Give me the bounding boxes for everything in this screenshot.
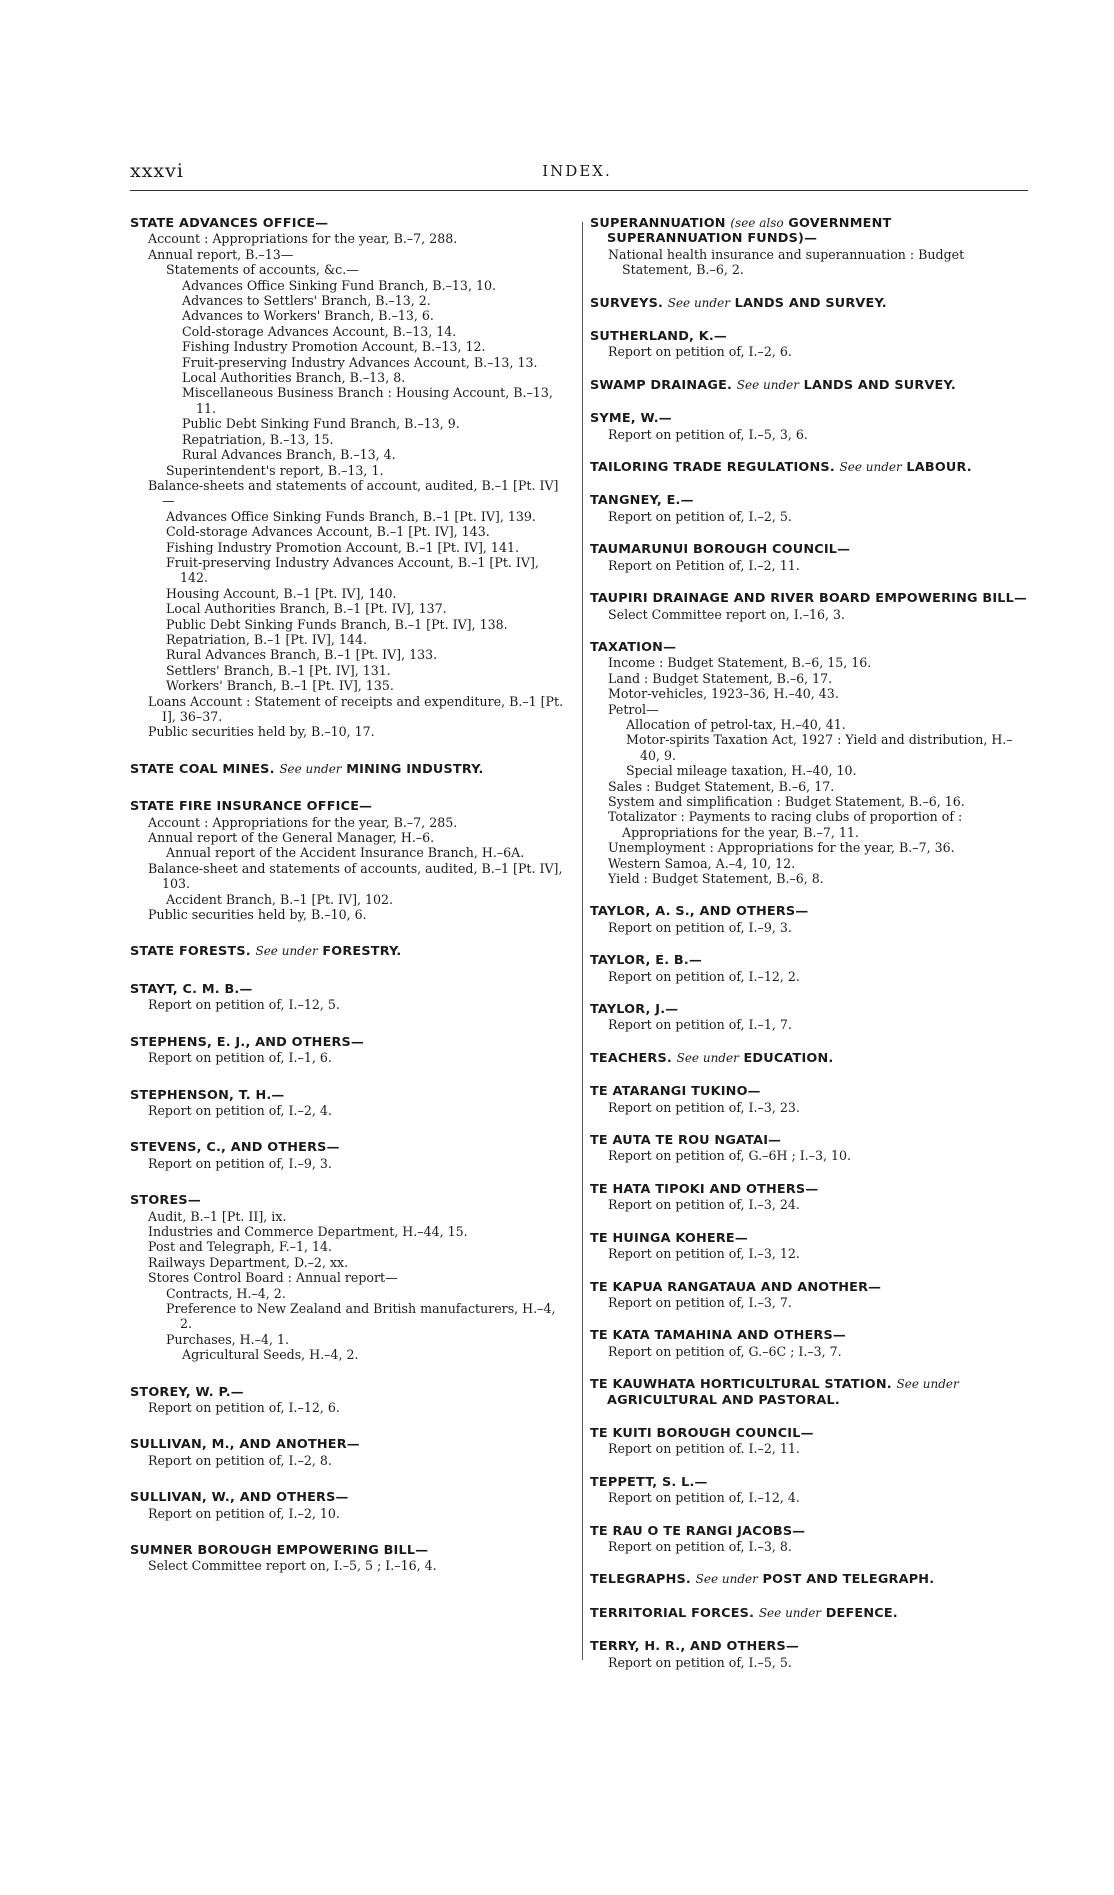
subentry: Annual report, B.–13— (148, 246, 294, 262)
heading-text: STOREY, W. P.— (130, 1384, 244, 1400)
heading-text: TE AUTA TE ROU NGATAI— (590, 1133, 782, 1149)
entry-heading (590, 1280, 1028, 1295)
subentry: Cold-storage Advances Account, B.–1 [Pt. IV], 143. (166, 524, 490, 540)
subentry: Public Debt Sinking Funds Branch, B.–1 [Pt. IV], 138. (166, 616, 508, 632)
subentry: Report on petition of. I.–2, 11. (608, 1441, 800, 1457)
cross-reference-note: See under (667, 295, 730, 310)
subentry: Western Samoa, A.–4, 10, 12. (608, 855, 796, 871)
index-entry (590, 1606, 1028, 1621)
entry-heading (130, 1543, 570, 1558)
heading-text: TAXATION— (590, 639, 677, 655)
index-entry (590, 460, 1028, 475)
subentry: Report on petition of, G.–6H ; I.–3, 10. (608, 1148, 852, 1164)
index-entry (590, 493, 1028, 524)
header-rule (130, 190, 1028, 191)
entry-heading (130, 1193, 570, 1208)
subentry: Report on petition of, I.–2, 5. (608, 508, 792, 524)
heading-text: TERRITORIAL FORCES. (590, 1605, 755, 1621)
subentry: Workers' Branch, B.–1 [Pt. IV], 135. (166, 678, 394, 694)
subentry: Report on petition of, I.–9, 3. (608, 919, 792, 935)
subentry: Fishing Industry Promotion Account, B.–13, 12. (182, 339, 486, 355)
subentry: Repatriation, B.–1 [Pt. IV], 144. (166, 631, 367, 647)
subentry: Annual report of the Accident Insurance Branch, H.–6A. (166, 845, 525, 861)
heading-text: STATE FORESTS. (130, 944, 251, 960)
entry-heading (130, 944, 570, 959)
entry-heading (590, 1002, 1028, 1017)
heading-text: STEPHENSON, T. H.— (130, 1087, 285, 1103)
index-entry (130, 799, 570, 922)
subentry: Unemployment : Appropriations for the year, B.–7, 36. (608, 840, 955, 856)
subentry: Report on petition of, I.–12, 5. (148, 997, 340, 1013)
index-entry (590, 591, 1028, 622)
entry-heading (590, 1084, 1028, 1099)
cross-reference-target: POST AND TELEGRAPH. (762, 1572, 935, 1588)
subentry: Report on petition of, I.–12, 2. (608, 968, 800, 984)
cross-reference-target: GOVERNMENT SUPERANNUATION FUNDS)— (607, 216, 892, 247)
index-entry (590, 296, 1028, 311)
heading-text: TE HUINGA KOHERE— (590, 1230, 748, 1246)
cross-reference-target: LABOUR. (906, 460, 972, 476)
index-entry (590, 1572, 1028, 1587)
subentry: Allocation of petrol-tax, H.–40, 41. (626, 716, 846, 732)
cross-reference-note: See under (255, 944, 318, 959)
entry-heading (590, 1475, 1028, 1490)
entry-heading (590, 1572, 1028, 1587)
heading-text: STATE ADVANCES OFFICE— (130, 216, 329, 231)
index-entry (130, 1088, 570, 1119)
heading-text: STORES— (130, 1193, 201, 1209)
subentry: Public securities held by, B.–10, 6. (148, 907, 367, 923)
subentry: Account : Appropriations for the year, B.–7, 285. (148, 814, 458, 830)
heading-text: SUMNER BOROUGH EMPOWERING BILL— (130, 1543, 429, 1559)
index-entry (590, 1002, 1028, 1033)
entry-heading (590, 460, 1028, 475)
heading-text: TELEGRAPHS. (590, 1572, 691, 1588)
index-entry (130, 1193, 570, 1362)
index-entry (130, 944, 570, 959)
heading-text: STATE COAL MINES. (130, 761, 275, 777)
subentry: Audit, B.–1 [Pt. II], ix. (148, 1208, 287, 1224)
index-entry (130, 982, 570, 1013)
entry-heading (590, 1524, 1028, 1539)
subentry: Housing Account, B.–1 [Pt. IV], 140. (166, 585, 397, 601)
entry-heading (590, 1328, 1028, 1343)
subentry: Advances Office Sinking Fund Branch, B.–13, 10. (182, 277, 496, 293)
subentry: Statements of accounts, &c.— (166, 262, 359, 278)
heading-text: STATE FIRE INSURANCE OFFICE— (130, 799, 373, 815)
index-entry (590, 1084, 1028, 1115)
column-divider (582, 222, 583, 1660)
heading-text: SULLIVAN, M., AND ANOTHER— (130, 1437, 360, 1453)
heading-text: SURVEYS. (590, 295, 664, 311)
index-column-left (130, 216, 570, 1574)
subentry: Report on petition of, I.–12, 4. (608, 1490, 800, 1506)
heading-text: TAYLOR, E. B.— (590, 953, 702, 969)
entry-heading (130, 1035, 570, 1050)
entry-heading (130, 762, 570, 777)
heading-text: TERRY, H. R., AND OTHERS— (590, 1639, 799, 1655)
subentry: Special mileage taxation, H.–40, 10. (626, 763, 857, 779)
heading-text: TE RAU O TE RANGI JACOBS— (590, 1523, 806, 1539)
subentry: Report on petition of, I.–1, 6. (148, 1050, 332, 1066)
subentry: Motor-vehicles, 1923–36, H.–40, 43. (608, 686, 839, 702)
subentry: Select Committee report on, I.–16, 3. (608, 606, 846, 622)
index-entry (130, 1543, 570, 1574)
subentry: Balance-sheet and statements of accounts, audited, B.–1 [Pt. IV], 103. (148, 860, 563, 892)
subentry: Report on petition of, I.–5, 3, 6. (608, 426, 808, 442)
subentry: Rural Advances Branch, B.–13, 4. (182, 447, 396, 463)
page-header (128, 160, 1026, 188)
index-entry (590, 1426, 1028, 1457)
index-entry (590, 1639, 1028, 1670)
index-entry (590, 1377, 1028, 1408)
entry-heading (130, 1437, 570, 1452)
heading-text: STEVENS, C., AND OTHERS— (130, 1140, 340, 1156)
cross-reference-note: See under (758, 1605, 822, 1620)
subentry: Post and Telegraph, F.–1, 14. (148, 1239, 333, 1255)
subentry: Advances to Workers' Branch, B.–13, 6. (182, 308, 434, 324)
subentry: Balance-sheets and statements of account, audited, B.–1 [Pt. IV]— (148, 477, 559, 509)
subentry: Agricultural Seeds, H.–4, 2. (182, 1347, 359, 1363)
subentry: Report on petition of, I.–3, 23. (608, 1099, 800, 1115)
subentry: Fruit-preserving Industry Advances Account, B.–1 [Pt. IV], 142. (166, 554, 539, 586)
entry-heading (590, 411, 1028, 426)
heading-text: STAYT, C. M. B.— (130, 981, 253, 997)
entry-heading (590, 378, 1028, 393)
index-entry (590, 378, 1028, 393)
subentry: Public Debt Sinking Fund Branch, B.–13, 9. (182, 416, 460, 432)
subentry: System and simplification : Budget Statement, B.–6, 16. (608, 793, 965, 809)
heading-text: SWAMP DRAINAGE. (590, 377, 733, 393)
entry-heading (590, 1051, 1028, 1066)
subentry: Report on petition of, I.–1, 7. (608, 1017, 792, 1033)
index-entry (590, 1051, 1028, 1066)
subentry: Sales : Budget Statement, B.–6, 17. (608, 778, 835, 794)
heading-text: STEPHENS, E. J., AND OTHERS— (130, 1034, 364, 1050)
cross-reference-note: See under (676, 1050, 739, 1065)
entry-heading (590, 1182, 1028, 1197)
subentry: Report on petition of, I.–2, 10. (148, 1505, 340, 1521)
entry-heading (590, 953, 1028, 968)
index-entry (590, 542, 1028, 573)
index-entry (590, 904, 1028, 935)
subentry: Yield : Budget Statement, B.–6, 8. (608, 871, 824, 886)
heading-text: TE KATA TAMAHINA AND OTHERS— (590, 1328, 846, 1344)
subentry: Report on petition of, I.–2, 6. (608, 344, 792, 360)
subentry: Railways Department, D.–2, xx. (148, 1254, 349, 1270)
heading-text: TEACHERS. (590, 1050, 672, 1066)
subentry: Account : Appropriations for the year, B.–7, 288. (148, 231, 458, 247)
cross-reference-note: (see also (730, 216, 784, 230)
subentry: Repatriation, B.–13, 15. (182, 431, 334, 447)
subentry: Local Authorities Branch, B.–13, 8. (182, 370, 406, 386)
heading-text: TEPPETT, S. L.— (590, 1474, 708, 1490)
heading-text: TE HATA TIPOKI AND OTHERS— (590, 1181, 819, 1197)
entry-heading (130, 216, 570, 231)
subentry: Accident Branch, B.–1 [Pt. IV], 102. (166, 891, 394, 907)
entry-heading (590, 904, 1028, 919)
index-entry (130, 216, 570, 740)
entry-heading (590, 640, 1028, 655)
index-entry (590, 1133, 1028, 1164)
subentry: Preference to New Zealand and British manufacturers, H.–4, 2. (166, 1300, 556, 1332)
index-entry (590, 1328, 1028, 1359)
subentry: Report on petition of, I.–3, 8. (608, 1538, 792, 1554)
entry-heading (590, 542, 1028, 557)
heading-text: TAILORING TRADE REGULATIONS. (590, 460, 835, 476)
subentry: Industries and Commerce Department, H.–44, 15. (148, 1223, 468, 1239)
index-entry (590, 1231, 1028, 1262)
index-entry (590, 1280, 1028, 1311)
cross-reference-target: EDUCATION. (743, 1050, 834, 1066)
entry-heading (130, 1140, 570, 1155)
page-title: INDEX. (542, 162, 612, 180)
heading-text: TE ATARANGI TUKINO— (590, 1084, 761, 1100)
index-entry (130, 762, 570, 777)
subentry: Superintendent's report, B.–13, 1. (166, 462, 384, 478)
heading-text: TE KUITI BOROUGH COUNCIL— (590, 1425, 814, 1441)
subentry: Land : Budget Statement, B.–6, 17. (608, 670, 833, 686)
subentry: Totalizator : Payments to racing clubs of proportion of : Appropriations for the year, B.–7, 11. (608, 809, 963, 840)
index-entry (590, 1475, 1028, 1506)
index-entry (130, 1035, 570, 1066)
subentry: Report on petition of, I.–2, 8. (148, 1452, 332, 1468)
index-entry (590, 1524, 1028, 1555)
subentry: Report on Petition of, I.–2, 11. (608, 557, 800, 573)
index-entry (590, 329, 1028, 360)
heading-text: SUTHERLAND, K.— (590, 329, 727, 345)
subentry: Public securities held by, B.–10, 17. (148, 724, 375, 740)
cross-reference-target: DEFENCE. (825, 1605, 898, 1621)
cross-reference-target: MINING INDUSTRY. (346, 761, 484, 777)
entry-heading (590, 329, 1028, 344)
entry-heading (590, 216, 1028, 247)
index-entry (590, 411, 1028, 442)
index-entry (590, 953, 1028, 984)
subentry: Report on petition of, I.–5, 5. (608, 1654, 792, 1670)
entry-heading (130, 982, 570, 997)
subentry: Select Committee report on, I.–5, 5 ; I.–16, 4. (148, 1558, 437, 1574)
index-entry (130, 1490, 570, 1521)
subentry: Fruit-preserving Industry Advances Account, B.–13, 13. (182, 354, 538, 370)
subentry: Report on petition of, I.–12, 6. (148, 1400, 340, 1415)
heading-text: SULLIVAN, W., AND OTHERS— (130, 1490, 349, 1506)
heading-text: SUPERANNUATION (590, 216, 726, 231)
heading-text: TE KAUWHATA HORTICULTURAL STATION. (590, 1377, 892, 1393)
cross-reference-target: AGRICULTURAL AND PASTORAL. (607, 1392, 840, 1408)
cross-reference-target: LANDS AND SURVEY. (803, 377, 956, 393)
heading-text: TE KAPUA RANGATAUA AND ANOTHER— (590, 1279, 882, 1295)
entry-heading (590, 1639, 1028, 1654)
index-entry (130, 1437, 570, 1468)
index-entry (590, 216, 1028, 278)
page-number: xxxvi (130, 160, 184, 182)
entry-heading (130, 1490, 570, 1505)
entry-heading (130, 1088, 570, 1103)
heading-text: TAUMARUNUI BOROUGH COUNCIL— (590, 542, 851, 558)
subentry: Advances Office Sinking Funds Branch, B.–1 [Pt. IV], 139. (166, 508, 536, 524)
cross-reference-note: See under (279, 761, 342, 776)
subentry: Cold-storage Advances Account, B.–13, 14. (182, 323, 457, 339)
entry-heading (590, 493, 1028, 508)
subentry: Fishing Industry Promotion Account, B.–1 [Pt. IV], 141. (166, 539, 519, 555)
heading-text: TAYLOR, A. S., AND OTHERS— (590, 904, 809, 920)
entry-heading (590, 1426, 1028, 1441)
subentry: Report on petition of, I.–3, 7. (608, 1294, 792, 1310)
entry-heading (130, 1385, 570, 1400)
subentry: Purchases, H.–4, 1. (166, 1331, 289, 1347)
subentry: Advances to Settlers' Branch, B.–13, 2. (182, 293, 431, 309)
subentry: Annual report of the General Manager, H.–6. (148, 830, 435, 846)
subentry: Report on petition of, I.–3, 12. (608, 1246, 800, 1262)
index-column-right (590, 216, 1028, 1670)
heading-text: TANGNEY, E.— (590, 493, 694, 509)
subentry: Report on petition of, I.–2, 4. (148, 1102, 332, 1118)
entry-heading (590, 296, 1028, 311)
subentry: Local Authorities Branch, B.–1 [Pt. IV], 137. (166, 601, 447, 617)
subentry: Stores Control Board : Annual report— (148, 1270, 398, 1286)
subentry: Loans Account : Statement of receipts and expenditure, B.–1 [Pt. I], 36–37. (148, 693, 564, 724)
subentry: Report on petition of, G.–6C ; I.–3, 7. (608, 1343, 842, 1359)
index-entry (130, 1140, 570, 1171)
entry-heading (590, 1377, 1028, 1408)
index-entry (130, 1385, 570, 1416)
subentry: Income : Budget Statement, B.–6, 15, 16. (608, 655, 872, 671)
cross-reference-note: See under (896, 1377, 959, 1392)
subentry: Report on petition of, I.–3, 24. (608, 1197, 800, 1213)
subentry: Rural Advances Branch, B.–1 [Pt. IV], 133. (166, 647, 438, 663)
index-entry (590, 1182, 1028, 1213)
entry-heading (590, 1606, 1028, 1621)
subentry: Miscellaneous Business Branch : Housing Account, B.–13, 11. (182, 385, 553, 416)
entry-heading (590, 591, 1028, 606)
cross-reference-target: LANDS AND SURVEY. (734, 295, 887, 311)
cross-reference-note: See under (839, 460, 902, 475)
subentry: Motor-spirits Taxation Act, 1927 : Yield and distribution, H.–40, 9. (626, 732, 1013, 763)
subentry: Report on petition of, I.–9, 3. (148, 1155, 332, 1171)
entry-heading (590, 1231, 1028, 1246)
cross-reference-note: See under (695, 1572, 758, 1587)
cross-reference-target: FORESTRY. (322, 944, 402, 960)
entry-heading (130, 799, 570, 814)
entry-heading (590, 1133, 1028, 1148)
index-entry (590, 640, 1028, 887)
heading-text: TAUPIRI DRAINAGE AND RIVER BOARD EMPOWERING BILL— (590, 591, 1027, 607)
subentry: Settlers' Branch, B.–1 [Pt. IV], 131. (166, 662, 391, 678)
subentry: Petrol— (608, 701, 659, 717)
subentry: National health insurance and superannuation : Budget Statement, B.–6, 2. (608, 246, 965, 278)
heading-text: SYME, W.— (590, 411, 672, 427)
cross-reference-note: See under (736, 377, 799, 392)
heading-text: TAYLOR, J.— (590, 1002, 679, 1018)
subentry: Contracts, H.–4, 2. (166, 1285, 286, 1301)
